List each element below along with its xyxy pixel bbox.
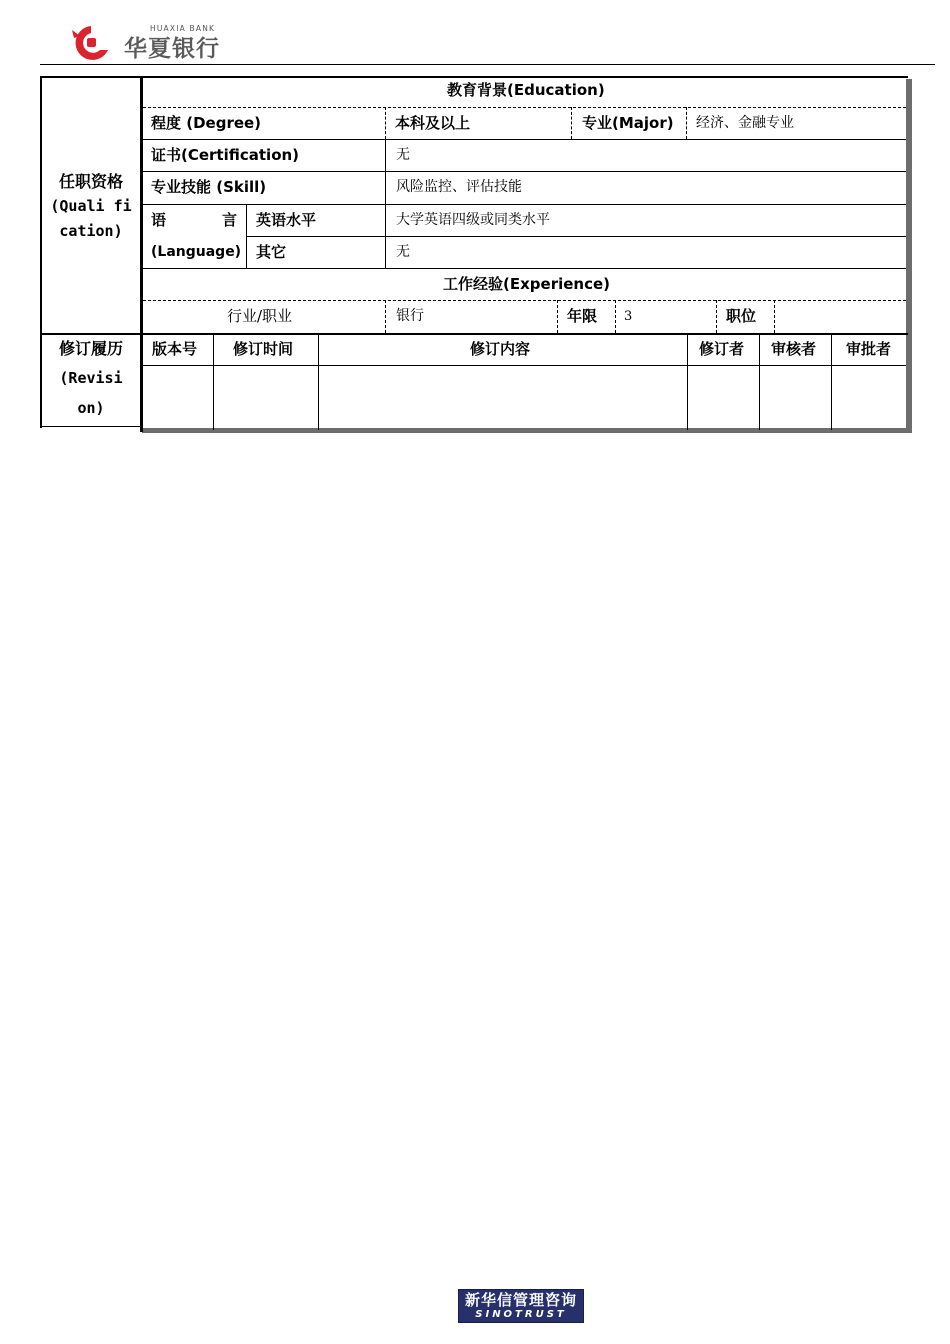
row-line xyxy=(143,300,906,301)
table-shadow-bottom xyxy=(142,428,912,433)
english-level-label: 英语水平 xyxy=(256,211,317,229)
revision-label-en-2: on) xyxy=(77,399,105,417)
other-language-value: 无 xyxy=(396,244,410,260)
revision-label xyxy=(42,336,140,421)
qualification-label-cn: 任职资格 xyxy=(58,172,123,191)
row-line xyxy=(143,268,906,269)
revision-col-version: 版本号 xyxy=(152,340,198,358)
footer-logo xyxy=(458,1289,584,1323)
table-row[interactable] xyxy=(143,366,906,428)
degree-label: 程度 (Degree) xyxy=(151,114,262,132)
section-divider xyxy=(40,333,908,335)
col-line xyxy=(571,107,572,139)
table-top-border xyxy=(40,76,908,78)
english-level-value: 大学英语四级或同类水平 xyxy=(396,212,550,228)
table-shadow-right xyxy=(906,79,912,432)
revision-col-content: 修订内容 xyxy=(470,340,531,358)
position-label: 职位 xyxy=(726,307,757,325)
row-line xyxy=(143,139,906,140)
row-line xyxy=(143,204,906,205)
other-language-label: 其它 xyxy=(256,243,287,261)
col-line xyxy=(774,300,775,333)
revision-label-en-1: (Revisi xyxy=(59,369,123,387)
header-divider xyxy=(40,64,935,65)
qualification-label xyxy=(42,169,140,244)
brand-name-en: HUAXIA BANK xyxy=(150,24,216,33)
industry-label: 行业/职业 xyxy=(227,307,293,325)
huaxia-logo-icon xyxy=(70,22,112,64)
qualification-label-en-1: (Quali fi xyxy=(50,197,132,215)
page-header xyxy=(0,0,950,70)
col-line xyxy=(385,139,386,268)
major-label: 专业(Major) xyxy=(582,114,674,132)
major-value: 经济、金融专业 xyxy=(696,115,794,131)
revision-label-cn: 修订履历 xyxy=(58,339,123,358)
certification-label: 证书(Certification) xyxy=(151,146,300,164)
row-line xyxy=(246,236,906,237)
revision-col-approver: 审批者 xyxy=(846,340,892,358)
col-line xyxy=(246,204,247,268)
qualification-label-en-2: cation) xyxy=(59,222,123,240)
degree-value: 本科及以上 xyxy=(395,114,471,132)
revision-col-reviser: 修订者 xyxy=(699,340,745,358)
language-label-cn-2: 言 xyxy=(222,211,238,229)
col-line xyxy=(686,107,687,139)
row-line xyxy=(143,107,906,108)
brand-name-cn: 华夏银行 xyxy=(124,36,220,62)
col-line xyxy=(615,300,616,333)
col-line xyxy=(385,300,386,333)
label-column-bottom xyxy=(40,426,142,427)
industry-value: 银行 xyxy=(396,308,424,324)
skill-value: 风险监控、评估技能 xyxy=(396,179,522,195)
language-label-en: (Language) xyxy=(151,244,242,260)
col-line xyxy=(557,300,558,333)
revision-col-date: 修订时间 xyxy=(233,340,294,358)
skill-label: 专业技能 (Skill) xyxy=(151,178,267,196)
footer-brand-cn: 新华信管理咨询 xyxy=(464,1291,577,1309)
revision-col-reviewer: 审核者 xyxy=(771,340,817,358)
education-title: 教育背景(Education) xyxy=(447,81,605,99)
years-value: 3 xyxy=(624,309,633,324)
footer-brand-en: SINOTRUST xyxy=(475,1309,567,1320)
language-label-cn-1: 语 xyxy=(151,211,167,229)
col-line xyxy=(716,300,717,333)
col-line xyxy=(385,107,386,139)
certification-value: 无 xyxy=(396,147,410,163)
row-line xyxy=(143,171,906,172)
years-label: 年限 xyxy=(567,307,598,325)
experience-title: 工作经验(Experience) xyxy=(443,275,610,293)
